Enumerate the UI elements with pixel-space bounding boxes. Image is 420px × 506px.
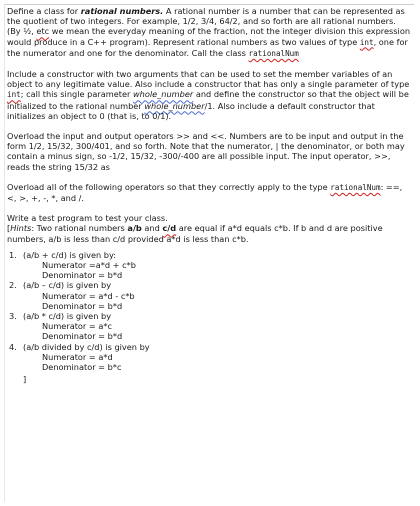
text-run: and define the constructor so that the object will be initialized to the rational number (7, 89, 409, 111)
hints-label: Hints (10, 223, 32, 234)
document-page (4, 4, 414, 502)
text-run: A rational number is a number that can be represented as the quotient of two integers. For example, 1/2, 3/4, 64/2, and so forth are all rational numbers. (By ½, (7, 6, 405, 37)
param-whole-number: whole_number (132, 89, 194, 100)
text-run: Define a class for (7, 6, 81, 16)
term-a-over-b: a/b (127, 223, 142, 234)
list-number: 2. (9, 280, 17, 291)
list-number: 3. (9, 311, 17, 322)
list-item-heading: (a/b + c/d) is given by: (23, 249, 116, 260)
code-int: int (359, 37, 374, 47)
denominator-line: Denominator = b*d (42, 270, 123, 281)
code-class-name: rationalNum (248, 48, 299, 58)
paragraph-test-program (7, 213, 411, 244)
paragraph-class-definition (7, 6, 411, 59)
denominator-line: Denominator = b*d (42, 300, 123, 311)
denominator-line: Denominator = b*d (42, 331, 123, 342)
term-rational-numbers: rational numbers. (80, 6, 164, 16)
list-number: 4. (9, 341, 17, 352)
text-run: Include a constructor with two arguments that can be used to set the member variables of an object to any legitimate value. Also include a constructor that has only a single parameter of type (7, 69, 410, 90)
text-run: ; call this single parameter (20, 89, 133, 100)
text-run: and (141, 223, 163, 234)
text-run: Overload all of the following operators so that they correctly apply to the type (7, 181, 331, 192)
list-item-heading: (a/b – c/d) is given by (23, 280, 112, 291)
list-number: 1. (9, 249, 17, 260)
list-item-heading: (a/b divided by c/d) is given by (23, 341, 150, 352)
list-item (7, 280, 411, 311)
numerator-line: Numerator = a*c (42, 321, 112, 332)
numerator-line: Numerator = a*d (42, 351, 113, 362)
code-class-name: rationalNum (330, 182, 381, 192)
term-c-over-d: c/d (162, 223, 177, 234)
list-item-heading: (a/b * c/d) is given by (23, 311, 112, 322)
text-run: , one for the numerator and one for the denominator. Call the class (7, 36, 408, 58)
text-run: : ==, <, >, +, -, *, and /. (7, 181, 403, 204)
paragraph-constructors (7, 69, 411, 121)
bracket-open: [ (7, 223, 11, 234)
text-run: Overload the input and output operators >> and <<. Numbers are to be input and output in the form 1/2, 15/32, 300/401, and so forth. Note that the numerator, | the denominator, or both may contain a minus sign, so -1/2, 15/32, -300/-400 are all possible input. The input operator, >>, reads the string 15/32 as (7, 131, 405, 172)
list-item (7, 311, 411, 342)
text-run: are equal if a*d equals c*b. If b and d are positive numbers, a/b is less than c/d provided a*d is less than c*b. (7, 223, 383, 244)
list-item (7, 250, 411, 281)
bracket-close: ] (23, 374, 27, 385)
numerator-line: Numerator = a*d - c*b (42, 290, 135, 301)
text-run: /1. Also include a default constructor that initializes an object to 0 (that is, to 0/1). (7, 100, 375, 121)
list-item (7, 342, 411, 373)
denominator-line: Denominator = b*c (42, 362, 122, 373)
param-whole-number: whole_number (144, 100, 205, 111)
text-run: : Two rational numbers (31, 223, 128, 234)
text-run: we mean the everyday meaning of the fraction, not the integer division this expression would produce in a C++ program). Represent rational numbers as two values of type (7, 26, 411, 47)
numerator-line: Numerator =a*d + c*b (42, 260, 136, 271)
paragraph-io-operators (7, 131, 411, 172)
paragraph-overload-operators (7, 182, 411, 203)
spellcheck-word: etc (36, 26, 50, 37)
text-run: Write a test program to test your class. (7, 213, 168, 224)
formula-list (7, 250, 411, 372)
code-int: int (7, 90, 21, 100)
